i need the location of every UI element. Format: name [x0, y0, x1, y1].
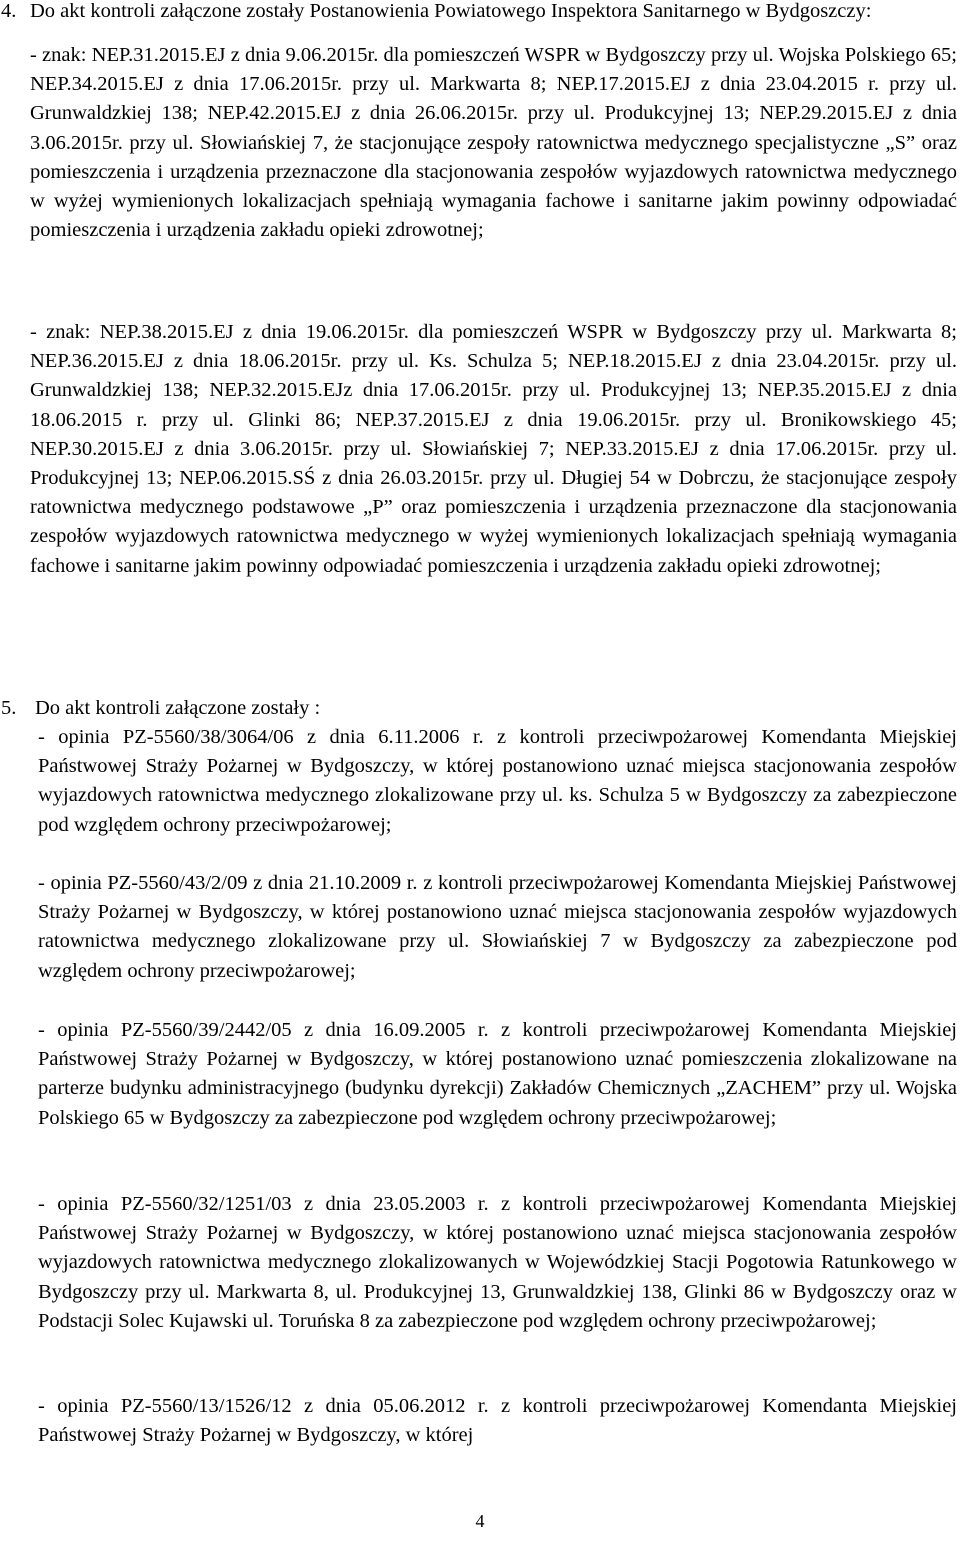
opinion-item-2: - opinia PZ-5560/43/2/09 z dnia 21.10.2009 r. z kontroli przeciwpożarowej Komendanta Miejskiej Państwowej Straży Pożarnej w Bydgoszczy, w której postanowiono uznać miejsca stacjonowania zespołów wyjazdowych ratownictwa medycznego zlokalizowane przy ul. Słowiańskiej 7 w Bydgoszczy za zabezpieczone pod względem ochrony przeciwpożarowej; — [38, 872, 957, 982]
section-5-number: 5. — [1, 697, 17, 719]
section-4-item-2: - znak: NEP.38.2015.EJ z dnia 19.06.2015r. dla pomieszczeń WSPR w Bydgoszczy przy ul. Markwarta 8; NEP.36.2015.EJ z dnia 18.06.2015r. przy ul. Ks. Schulza 5; NEP.18.2015.EJ z dnia 23.04.2015r. przy ul. Grunwaldzkiej 138; NEP.32.2015.EJz dnia 17.06.2015r. przy ul. Produkcyjnej 13; NEP.35.2015.EJ z dnia 18.06.2015 r. przy ul. Glinki 86; NEP.37.2015.EJ z dnia 19.06.2015r. przy ul. Bronikowskiego 45; NEP.30.2015.EJ z dnia 3.06.2015r. przy ul. Słowiańskiej 7; NEP.33.2015.EJ z dnia 17.06.2015r. przy ul. Produkcyjnej 13; NEP.06.2015.SŚ z dnia 26.03.2015r. przy ul. Długiej 54 w Dobrczu, że stacjonujące zespoły ratownictwa medycznego podstawowe „P” oraz pomieszczenia i urządzenia przeznaczone dla stacjonowania zespołów wyjazdowych ratownictwa medycznego w wyżej wymienionych lokalizacjach spełniają wymagania fachowe i sanitarne jakim powinny odpowiadać pomieszczenia i urządzenia zakładu opieki zdrowotnej; — [30, 321, 957, 577]
opinion-item-3: - opinia PZ-5560/39/2442/05 z dnia 16.09.2005 r. z kontroli przeciwpożarowej Komendanta Miejskiej Państwowej Straży Pożarnej w Bydgoszczy, w której postanowiono uznać pomieszczenia zlokalizowane na parterze budynku administracyjnego (budynku dyrekcji) Zakładów Chemicznych „ZACHEM” przy ul. Wojska Polskiego 65 w Bydgoszczy za zabezpieczone pod względem ochrony przeciwpożarowej; — [38, 1019, 957, 1129]
page-number: 4 — [475, 1511, 485, 1531]
opinion-item-1: - opinia PZ-5560/38/3064/06 z dnia 6.11.2006 r. z kontroli przeciwpożarowej Komendanta Miejskiej Państwowej Straży Pożarnej w Bydgoszczy, w której postanowiono uznać miejsca stacjonowania zespołów wyjazdowych ratownictwa medycznego zlokalizowane przy ul. ks. Schulza 5 w Bydgoszczy za zabezpieczone pod względem ochrony przeciwpożarowej; — [38, 726, 957, 836]
opinion-item-4: - opinia PZ-5560/32/1251/03 z dnia 23.05.2003 r. z kontroli przeciwpożarowej Komendanta Miejskiej Państwowej Straży Pożarnej w Bydgoszczy, w której postanowiono uznać miejsca stacjonowania zespołów wyjazdowych ratownictwa medycznego zlokalizowanych w Wojewódzkiej Stacji Pogotowia Ratunkowego w Bydgoszczy przy ul. Markwarta 8, ul. Produkcyjnej 13, Grunwaldzkiej 138, Glinki 86 w Bydgoszczy oraz w Podstacji Solec Kujawski ul. Toruńska 8 za zabezpieczone pod względem ochrony przeciwpożarowej; — [38, 1193, 957, 1332]
section-4-item-1: - znak: NEP.31.2015.EJ z dnia 9.06.2015r. dla pomieszczeń WSPR w Bydgoszczy przy ul. Wojska Polskiego 65; NEP.34.2015.EJ z dnia 17.06.2015r. przy ul. Markwarta 8; NEP.17.2015.EJ z dnia 23.04.2015 r. przy ul. Grunwaldzkiej 138; NEP.42.2015.EJ z dnia 26.06.2015r. przy ul. Produkcyjnej 13; NEP.29.2015.EJ z dnia 3.06.2015r. przy ul. Słowiańskiej 7, że stacjonujące zespoły ratownictwa medycznego specjalistyczne „S” oraz pomieszczenia i urządzenia przeznaczone dla stacjonowania zespołów wyjazdowych ratownictwa medycznego w wyżej wymienionych lokalizacjach spełniają wymagania fachowe i sanitarne jakim powinny odpowiadać pomieszczenia i urządzenia zakładu opieki zdrowotnej; — [30, 44, 957, 242]
section-4-heading: Do akt kontroli załączone zostały Postanowienia Powiatowego Inspektora Sanitarnego w Bydgoszczy: — [30, 0, 872, 22]
section-5-heading: Do akt kontroli załączone zostały : — [35, 697, 321, 719]
section-4-number: 4. — [1, 0, 17, 22]
opinion-item-5: - opinia PZ-5560/13/1526/12 z dnia 05.06.2012 r. z kontroli przeciwpożarowej Komendanta Miejskiej Państwowej Straży Pożarnej w Bydgoszczy, w której — [38, 1395, 957, 1447]
